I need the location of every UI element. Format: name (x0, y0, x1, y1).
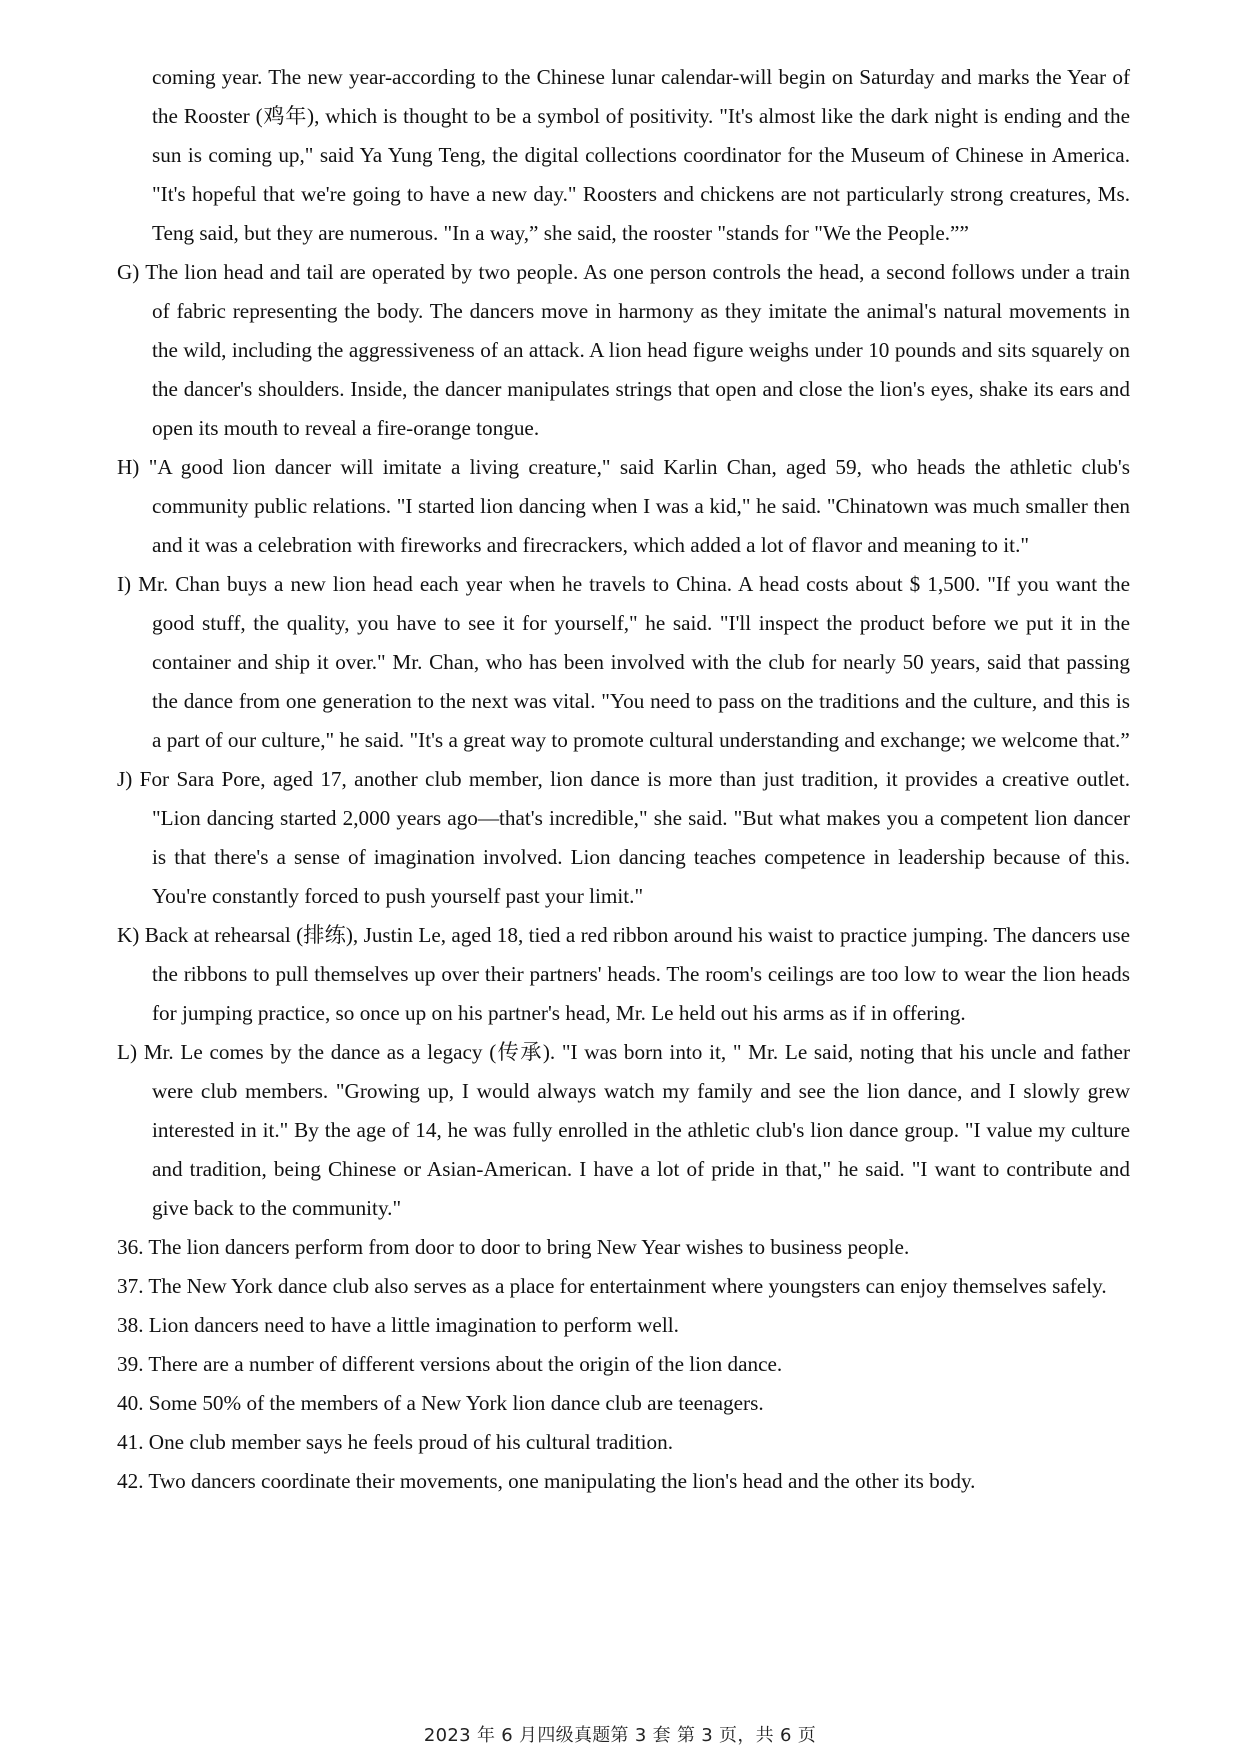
paragraph-text: Mr. Le comes by the dance as a legacy (传承). "I was born into it, " Mr. Le said, noting that his uncle and father were club members. "Growing up, I would always watch my family and see the lion dance, and I slowly grew interested in it." By the age of 14, he was fully enrolled in the athletic club's lion dance group. "I value my culture and tradition, being Chinese or Asian-American. I have a lot of pride in that," he said. "I want to contribute and give back to the community." (143, 1040, 1131, 1220)
paragraph-i (117, 565, 1130, 760)
question-number: 39. (117, 1352, 144, 1376)
passage-paragraphs (117, 253, 1130, 1228)
question-number: 42. (117, 1469, 144, 1493)
paragraph-label: I) (117, 572, 132, 596)
question-number: 38. (117, 1313, 144, 1337)
paragraph-g (117, 253, 1130, 448)
page-footer: 2023 年 6 月四级真题第 3 套 第 3 页，共 6 页 (423, 1725, 817, 1746)
document-body (117, 58, 1130, 1501)
paragraph-label: J) (117, 767, 133, 791)
paragraph-l (117, 1033, 1130, 1228)
question-item (117, 1462, 1130, 1501)
question-number: 36. (117, 1235, 144, 1259)
paragraph-text: The lion head and tail are operated by two people. As one person controls the head, a second follows under a train of fabric representing the body. The dancers move in harmony as they imitate the animal's natural movements in the wild, including the aggressiveness of an attack. A lion head figure weighs under 10 pounds and sits squarely on the dancer's shoulders. Inside, the dancer manipulates strings that open and close the lion's eyes, shake its ears and open its mouth to reveal a fire-orange tongue. (145, 260, 1130, 440)
question-item (117, 1384, 1130, 1423)
paragraph-h (117, 448, 1130, 565)
paragraph-label: G) (117, 260, 140, 284)
paragraph-text: Mr. Chan buys a new lion head each year when he travels to China. A head costs about $ 1,500. "If you want the good stuff, the quality, you have to see it for yourself," he said. "I'll inspect the product before we put it in the container and ship it over." Mr. Chan, who has been involved with the club for nearly 50 years, said that passing the dance from one generation to the next was vital. "You need to pass on the traditions and the culture, and this is a part of our culture," he said. "It's a great way to promote cultural understanding and exchange; we welcome that.” (138, 572, 1131, 752)
paragraph-label: K) (117, 923, 140, 947)
question-text: The New York dance club also serves as a place for entertainment where youngsters can enjoy themselves safely. (148, 1274, 1107, 1298)
paragraph-j (117, 760, 1130, 916)
question-number: 37. (117, 1274, 144, 1298)
paragraph-k (117, 916, 1130, 1033)
question-text: There are a number of different versions about the origin of the lion dance. (148, 1352, 783, 1376)
question-item (117, 1306, 1130, 1345)
question-item (117, 1345, 1130, 1384)
question-text: Some 50% of the members of a New York lion dance club are teenagers. (148, 1391, 764, 1415)
question-number: 41. (117, 1430, 144, 1454)
question-text: Two dancers coordinate their movements, one manipulating the lion's head and the other its body. (148, 1469, 976, 1493)
question-list (117, 1228, 1130, 1501)
question-number: 40. (117, 1391, 144, 1415)
paragraph-text: Back at rehearsal (排练), Justin Le, aged 18, tied a red ribbon around his waist to practice jumping. The dancers use the ribbons to pull themselves up over their partners' heads. The room's ceilings are too low to wear the lion heads for jumping practice, so once up on his partner's head, Mr. Le held out his arms as if in offering. (144, 923, 1130, 1025)
paragraph-label: H) (117, 455, 140, 479)
question-text: Lion dancers need to have a little imagination to perform well. (148, 1313, 679, 1337)
question-text: The lion dancers perform from door to door to bring New Year wishes to business people. (148, 1235, 910, 1259)
question-item (117, 1423, 1130, 1462)
question-item (117, 1228, 1130, 1267)
passage-continuation: coming year. The new year-according to the Chinese lunar calendar-will begin on Saturday and marks the Year of the Rooster (鸡年), which is thought to be a symbol of positivity. "It's almost like the dark night is ending and the sun is coming up," said Ya Yung Teng, the digital collections coordinator for the Museum of Chinese in America. "It's hopeful that we're going to have a new day." Roosters and chickens are not particularly strong creatures, Ms. Teng said, but they are numerous. "In a way,” she said, the rooster "stands for "We the People.”” (152, 65, 1130, 245)
paragraph-label: L) (117, 1040, 137, 1064)
paragraph-text: "A good lion dancer will imitate a living creature," said Karlin Chan, aged 59, who heads the athletic club's community public relations. "I started lion dancing when I was a kid," he said. "Chinatown was much smaller then and it was a celebration with fireworks and firecrackers, which added a lot of flavor and meaning to it." (148, 455, 1130, 557)
question-text: One club member says he feels proud of his cultural tradition. (148, 1430, 674, 1454)
question-item (117, 1267, 1130, 1306)
paragraph-text: For Sara Pore, aged 17, another club member, lion dance is more than just tradition, it provides a creative outlet. "Lion dancing started 2,000 years ago—that's incredible," she said. "But what makes you a competent lion dancer is that there's a sense of imagination involved. Lion dancing teaches competence in leadership because of this. You're constantly forced to push yourself past your limit." (139, 767, 1130, 908)
